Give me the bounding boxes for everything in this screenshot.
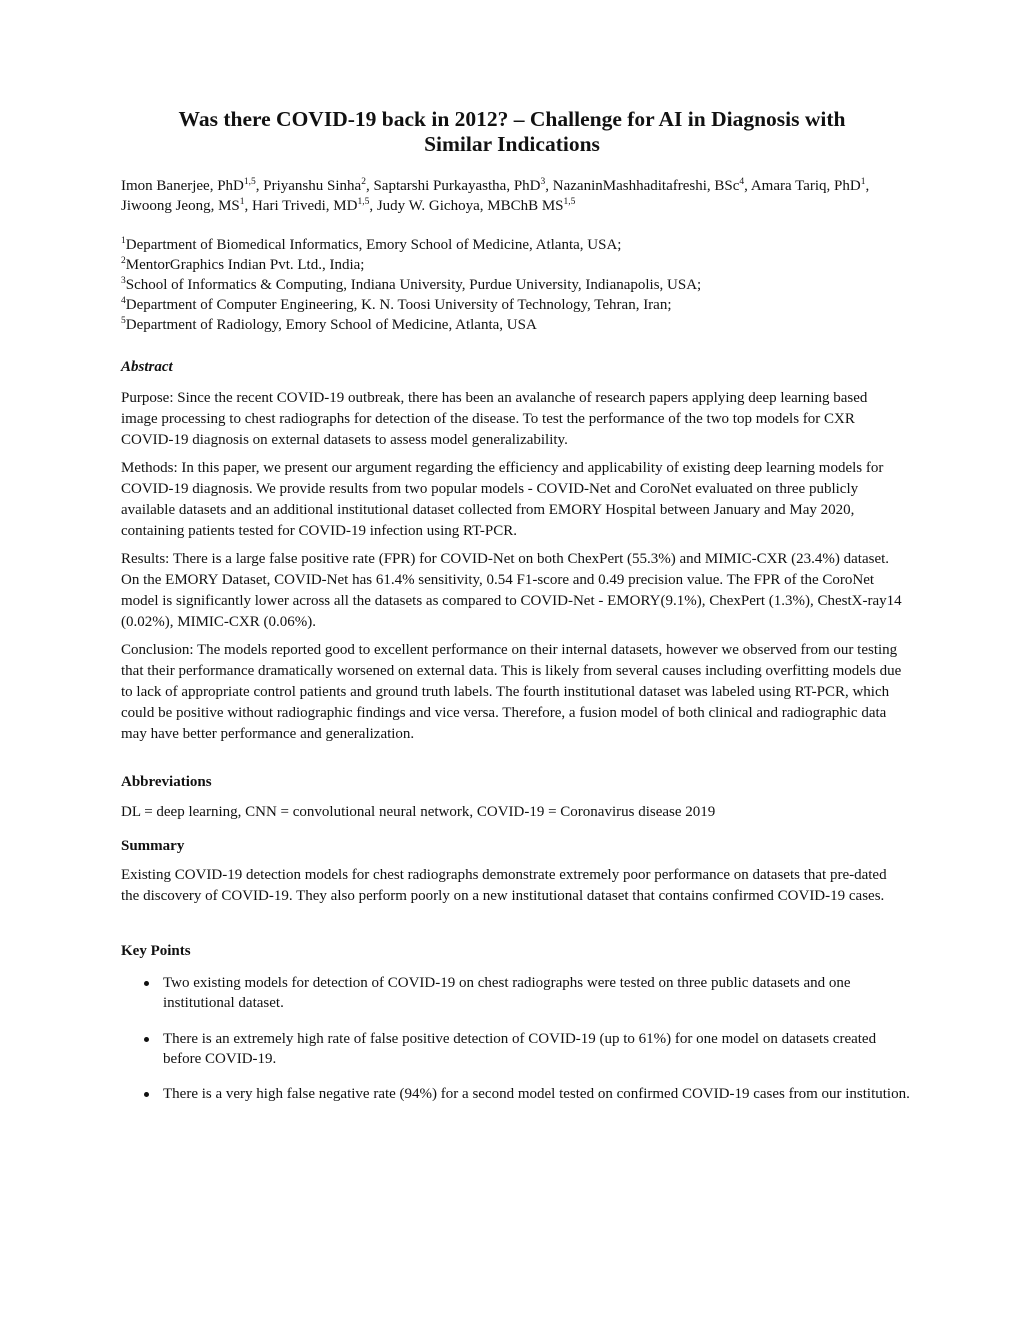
author: Priyanshu Sinha$^2$, [263,177,374,194]
affiliation: $^4$Department of Computer Engineering, K. N. Toosi University of Technology, Tehran, Iran; [121,296,672,313]
author: Judy W. Gichoya, MBChB MS$^{1,5}$ [376,197,576,214]
paper-title [100,107,924,157]
abstract-results: Results: There is a large false positive rate (FPR) for COVID-Net on both ChexPert (55.3%) and MIMIC-CXR (23.4%) dataset. On the EMORY Dataset, COVID-Net has 61.4% sensitivity, 0.54 F1-score and 0.49 precision value. The FPR of the CoroNet model is significantly lower across all the datasets as compared to COVID-Net - EMORY(9.1%), ChexPert (1.3%), ChestX-ray14 (0.02%), MIMIC-CXR (0.06%). [121,551,902,630]
affiliation: $^5$Department of Radiology, Emory School of Medicine, Atlanta, USA [121,316,537,333]
abstract-methods: Methods: In this paper, we present our argument regarding the efficiency and applicability of existing deep learning models for COVID-19 diagnosis. We provide results from two popular models - COVID-Net and CoroNet evaluated on three publicly available datasets and an additional institutional dataset collected from EMORY Hospital between January and May 2020, containing patients tested for COVID-19 infection using RT-PCR. [121,460,884,539]
abstract-heading: Abstract [121,359,173,375]
author: NazaninMashhaditafreshi, BSc$^4$, [552,177,751,194]
author: Saptarshi Purkayastha, PhD$^3$, [373,177,553,194]
summary-heading: Summary [121,838,185,854]
affiliation: $^2$MentorGraphics Indian Pvt. Ltd., India; [121,256,365,273]
bullet-icon [144,981,149,986]
list-item: Two existing models for detection of COVID-19 on chest radiographs were tested on three public datasets and one institutional dataset. [121,973,911,1013]
author: Hari Trivedi, MD$^{1,5}$, [252,197,377,214]
abstract-purpose: Purpose: Since the recent COVID-19 outbreak, there has been an avalanche of research papers applying deep learning based image processing to chest radiographs for detection of the disease. To test the performance of the two top models for CXR COVID-19 diagnosis on external datasets to assess model generalizability. [121,390,868,448]
author: Jiwoong Jeong, $MS^1$, [121,197,253,214]
bullet-icon [144,1037,149,1042]
key-points-list [121,973,911,1104]
author-list [121,176,911,216]
abstract-conclusion: Conclusion: The models reported good to excellent performance on their internal datasets, however we observed from our testing that their performance dramatically worsened on external data. This is likely from several causes including overfitting models due to lack of appropriate control patients and ground truth labels. The fourth institutional dataset was labeled using RT-PCR, which could be positive without radiographic findings and vice versa. Therefore, a fusion model of both clinical and radiographic data may have better performance and generalization. [121,642,902,742]
summary-text: Existing COVID-19 detection models for chest radiographs demonstrate extremely poor performance on datasets that pre-dated the discovery of COVID-19. They also perform poorly on a new institutional dataset that contains confirmed COVID-19 cases. [121,867,887,904]
author: Amara Tariq, PhD$^1$, [750,177,870,194]
list-item: There is a very high false negative rate (94%) for a second model tested on confirmed COVID-19 cases from our institution. [121,1084,911,1104]
abbreviations-heading: Abbreviations [121,774,212,790]
key-points-heading: Key Points [121,943,191,959]
affiliation-list [121,235,911,335]
abbreviations-text: DL = deep learning, CNN = convolutional neural network, COVID-19 = Coronavirus disease 2019 [121,804,716,820]
title-line-2: Similar Indications [424,132,600,156]
affiliation: $^3$School of Informatics & Computing, Indiana University, Purdue University, Indianapolis, USA; [121,276,702,293]
list-item: There is an extremely high rate of false positive detection of COVID-19 (up to 61%) for one model on datasets created before COVID-19. [121,1029,911,1069]
affiliation: $^1$Department of Biomedical Informatics, Emory School of Medicine, Atlanta, USA; [121,236,622,253]
author: Imon Banerjee, PhD$^{1,5}$, [121,177,264,194]
title-line-1: Was there COVID-19 back in 2012? – Challenge for AI in Diagnosis with [178,107,846,131]
bullet-icon [144,1092,149,1097]
